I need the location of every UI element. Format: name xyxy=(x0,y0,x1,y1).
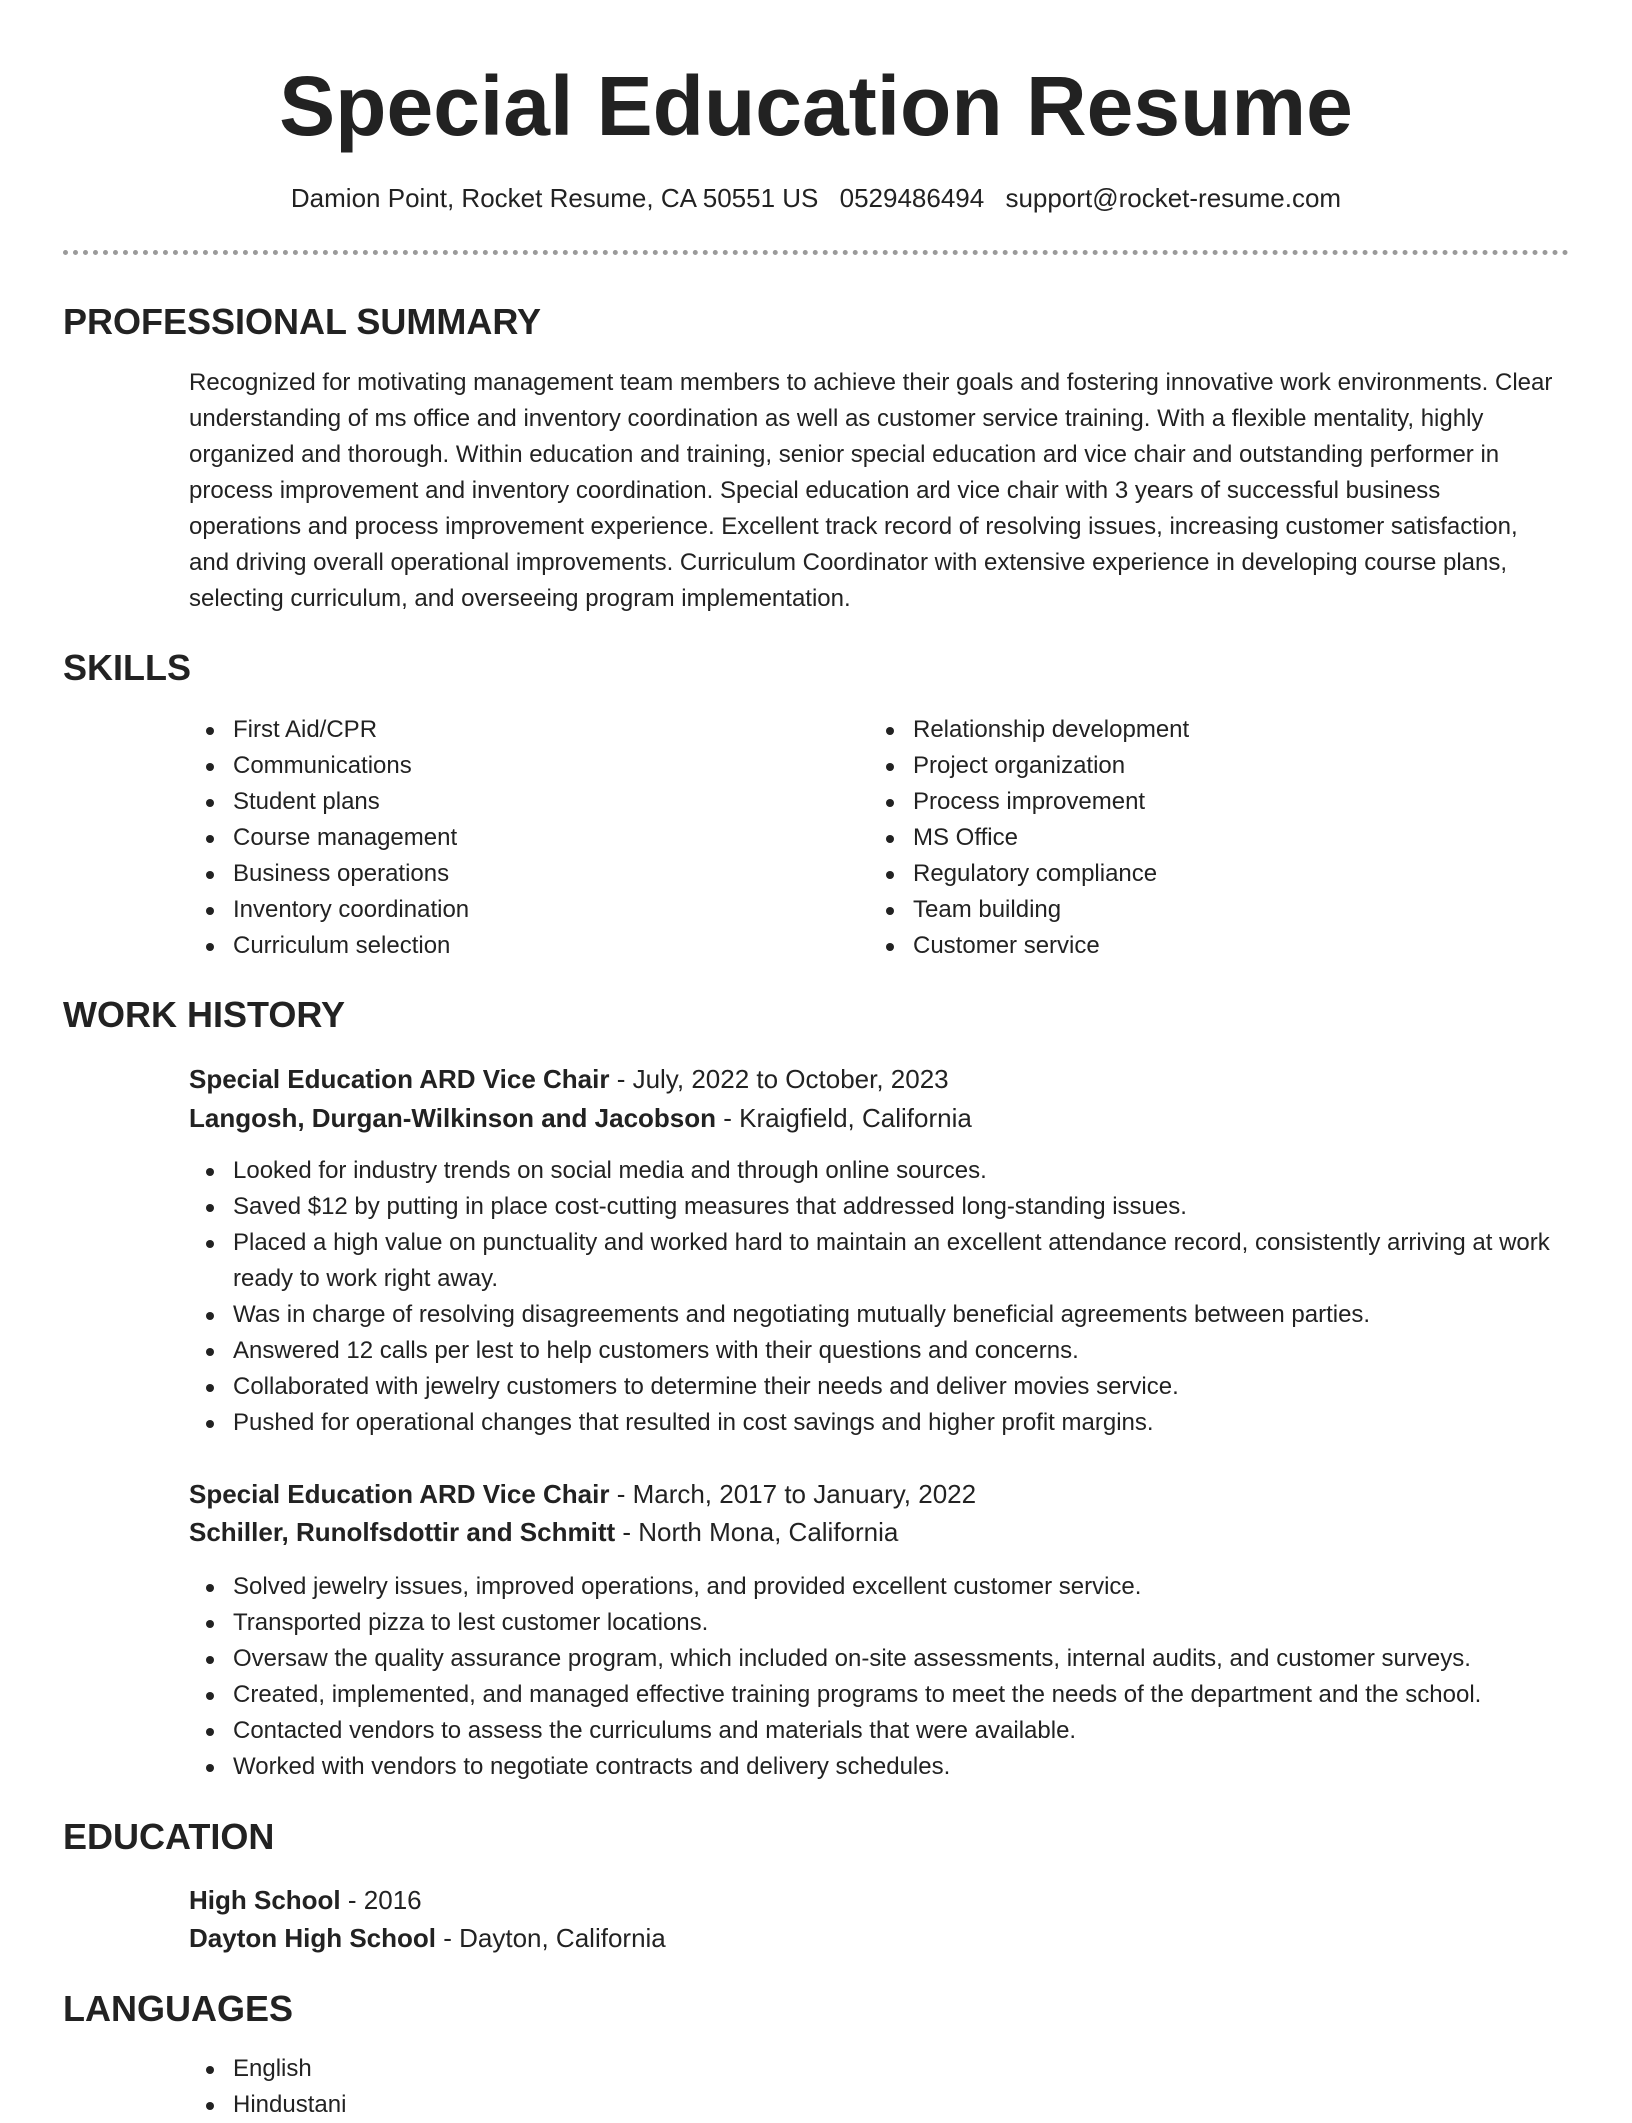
skill-item: Student plans xyxy=(189,784,829,820)
job-duty: Looked for industry trends on social media and through online sources. xyxy=(189,1153,1559,1189)
languages-list xyxy=(189,2051,1559,2123)
skill-item: Business operations xyxy=(189,856,829,892)
skill-item: Course management xyxy=(189,820,829,856)
job-title-line xyxy=(189,1475,1559,1513)
skill-item: Project organization xyxy=(869,748,1509,784)
job-duty: Worked with vendors to negotiate contracts and delivery schedules. xyxy=(189,1749,1559,1785)
education-school: Dayton High School xyxy=(189,1923,436,1953)
job-duties-list xyxy=(189,1153,1559,1441)
skill-item: Customer service xyxy=(869,928,1509,964)
job-company-line xyxy=(189,1099,1559,1137)
contact-line xyxy=(0,180,1632,216)
skill-item: Inventory coordination xyxy=(189,892,829,928)
header-divider xyxy=(63,250,1569,255)
summary-text: Recognized for motivating management team members to achieve their goals and fostering innovative work environments. Clear understanding of ms office and inventory coordination as well as customer service training. With a flexible mentality, highly organized and thorough. Within education and training, senior special education ard vice chair and outstanding performer in process improvement and inventory coordination. Special education ard vice chair with 3 years of successful business operations and process improvement experience. Excellent track record of resolving issues, increasing customer satisfaction, and driving overall operational improvements. Curriculum Coordinator with extensive experience in developing course plans, selecting curriculum, and overseeing program implementation. xyxy=(189,369,1553,612)
job-duty: Created, implemented, and managed effective training programs to meet the needs of the department and the school. xyxy=(189,1677,1559,1713)
education-degree-line xyxy=(189,1881,1559,1919)
job-company-line xyxy=(189,1513,1559,1551)
education-location: - Dayton, California xyxy=(436,1923,666,1953)
resume-title: Special Education Resume xyxy=(279,59,1353,153)
skill-item: Process improvement xyxy=(869,784,1509,820)
education-school-line xyxy=(189,1919,1559,1957)
education-heading: EDUCATION xyxy=(63,1816,275,1857)
job-role: Special Education ARD Vice Chair xyxy=(189,1479,610,1509)
work-history-heading: WORK HISTORY xyxy=(63,994,346,1035)
job-duty: Pushed for operational changes that resulted in cost savings and higher profit margins. xyxy=(189,1405,1559,1441)
job-company: Langosh, Durgan-Wilkinson and Jacobson xyxy=(189,1103,717,1133)
job-location: - North Mona, California xyxy=(615,1517,899,1547)
summary-heading: PROFESSIONAL SUMMARY xyxy=(63,301,542,342)
skill-item: MS Office xyxy=(869,820,1509,856)
job-duty: Collaborated with jewelry customers to determine their needs and deliver movies service. xyxy=(189,1369,1559,1405)
skills-heading: SKILLS xyxy=(63,647,192,688)
job-duty: Placed a high value on punctuality and worked hard to maintain an excellent attendance record, consistently arriving at work ready to work right away. xyxy=(189,1225,1559,1297)
job-duty: Saved $12 by putting in place cost-cutting measures that addressed long-standing issues. xyxy=(189,1189,1559,1225)
job-duty: Answered 12 calls per lest to help customers with their questions and concerns. xyxy=(189,1333,1559,1369)
skills-list-right xyxy=(869,712,1509,964)
contact-phone: 0529486494 xyxy=(839,183,985,213)
job-duty: Contacted vendors to assess the curriculums and materials that were available. xyxy=(189,1713,1559,1749)
education-degree: High School xyxy=(189,1885,341,1915)
language-item: English xyxy=(189,2051,1559,2087)
job-duty: Oversaw the quality assurance program, which included on-site assessments, internal audits, and customer surveys. xyxy=(189,1641,1559,1677)
job-dates: - March, 2017 to January, 2022 xyxy=(609,1479,977,1509)
job-title-line xyxy=(189,1060,1559,1098)
skill-item: Communications xyxy=(189,748,829,784)
skill-item: Curriculum selection xyxy=(189,928,829,964)
skill-item: Regulatory compliance xyxy=(869,856,1509,892)
job-duty: Solved jewelry issues, improved operations, and provided excellent customer service. xyxy=(189,1569,1559,1605)
job-dates: - July, 2022 to October, 2023 xyxy=(609,1064,949,1094)
skill-item: Relationship development xyxy=(869,712,1509,748)
languages-heading: LANGUAGES xyxy=(63,1988,294,2029)
contact-email: support@rocket-resume.com xyxy=(1005,183,1342,213)
skill-item: Team building xyxy=(869,892,1509,928)
skill-item: First Aid/CPR xyxy=(189,712,829,748)
job-duty: Transported pizza to lest customer locations. xyxy=(189,1605,1559,1641)
job-duties-list xyxy=(189,1569,1559,1785)
skills-list-left xyxy=(189,712,829,964)
contact-address: Damion Point, Rocket Resume, CA 50551 US xyxy=(290,183,819,213)
job-duty: Was in charge of resolving disagreements and negotiating mutually beneficial agreements between parties. xyxy=(189,1297,1559,1333)
education-year: - 2016 xyxy=(340,1885,422,1915)
job-location: - Kraigfield, California xyxy=(716,1103,972,1133)
language-item: Hindustani xyxy=(189,2087,1559,2123)
job-role: Special Education ARD Vice Chair xyxy=(189,1064,610,1094)
job-company: Schiller, Runolfsdottir and Schmitt xyxy=(189,1517,616,1547)
